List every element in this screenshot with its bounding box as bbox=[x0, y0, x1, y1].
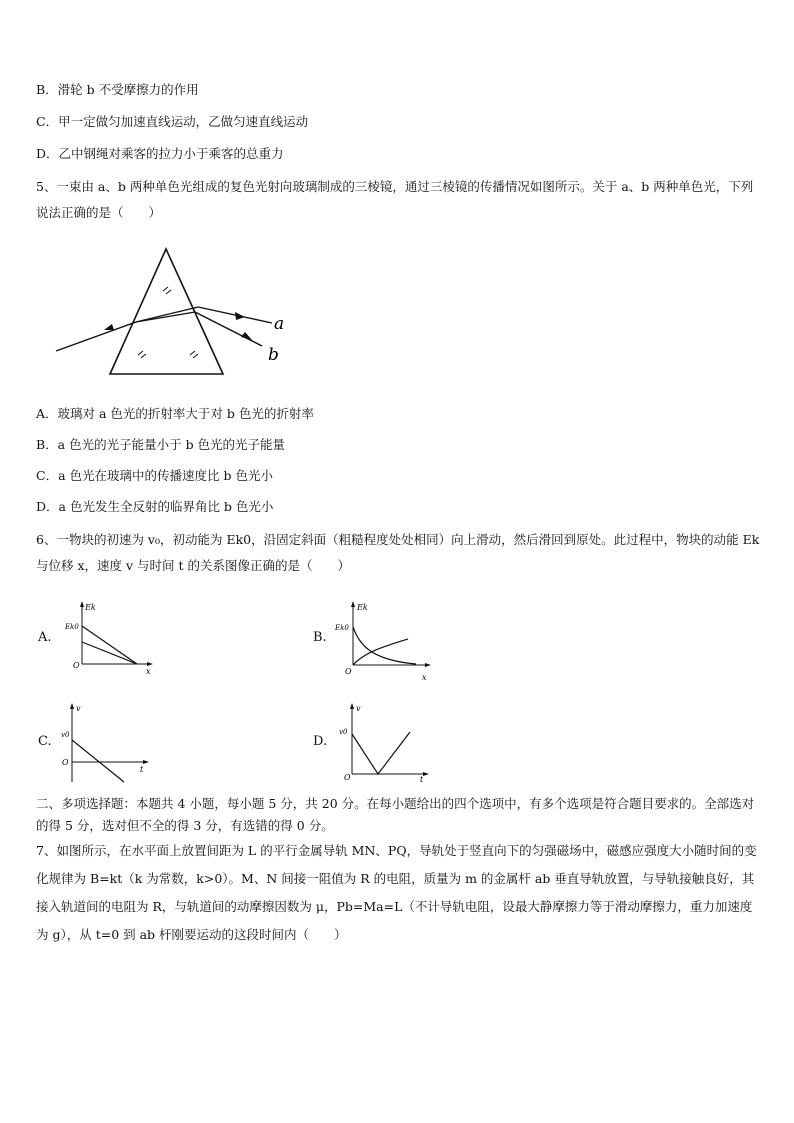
section-multiple-choice: 二、多项选择题：本题共 4 小题，每小题 5 分，共 20 分。在每小题给出的四个选项中，有多个选项是符合题目要求的。全部选对的得 5 分，选对但不全的得 3 分，有选错的得 0 分。 bbox=[36, 796, 755, 833]
graph-a bbox=[60, 598, 160, 680]
graph-d-y0: v0 bbox=[339, 728, 348, 736]
graph-d-label: D. bbox=[313, 734, 328, 749]
incident-ray bbox=[56, 322, 136, 351]
graph-d-xaxis: t bbox=[420, 775, 424, 784]
graph-c-origin: O bbox=[62, 758, 69, 767]
graph-a-yaxis: Ek bbox=[85, 603, 96, 612]
q7-stem: 7、如图所示，在水平面上放置间距为 L 的平行金属导轨 MN、PQ，导轨处于竖直向下的匀强磁场中，磁感应强度大小随时间的变化规律为 B=kt（k 为常数，k>0）。M、N 间接一阻值为 R 的电阻，质量为 m 的金属杆 ab 垂直导轨放置，与导轨接触良好，其接入轨道间的电阻为 R，与轨道间的动摩擦因数为 μ，Pb=Ma=L（不计导轨电阻，设最大静摩擦力等于滑动摩擦力，重力加速度为 g），从 t=0 到 ab 杆刚要运动的这段时间内（ ） bbox=[36, 843, 757, 942]
graph-b bbox=[330, 598, 440, 682]
graph-b-yaxis: Ek bbox=[357, 603, 368, 612]
ray-b bbox=[195, 312, 262, 346]
prism-figure bbox=[50, 244, 300, 380]
label-b: b bbox=[268, 345, 279, 365]
graph-d bbox=[334, 700, 444, 784]
prism-triangle bbox=[110, 249, 223, 374]
graph-d-velocity-line bbox=[352, 732, 410, 774]
q5-option-a: A．玻璃对 a 色光的折射率大于对 b 色光的折射率 bbox=[36, 406, 314, 421]
graph-b-decay-curve bbox=[353, 627, 416, 664]
q5-option-d: D．a 色光发生全反射的临界角比 b 色光小 bbox=[36, 499, 274, 514]
graph-b-y0: Ek0 bbox=[335, 624, 349, 632]
graph-b-xaxis: x bbox=[422, 673, 427, 682]
graph-c-y0: v0 bbox=[61, 731, 70, 739]
graph-a-xaxis: x bbox=[146, 667, 151, 676]
q5-option-c: C．a 色光在玻璃中的传播速度比 b 色光小 bbox=[36, 468, 273, 483]
label-a: a bbox=[274, 314, 285, 334]
graph-d-origin: O bbox=[344, 773, 351, 782]
graph-c-label: C. bbox=[38, 734, 52, 749]
graph-a-y0: Ek0 bbox=[65, 623, 79, 631]
graph-c-xaxis: t bbox=[140, 765, 144, 774]
graph-b-origin: O bbox=[345, 667, 352, 676]
q5-stem: 5、一束由 a、b 两种单色光组成的复色光射向玻璃制成的三棱镜，通过三棱镜的传播情况如图所示。关于 a、b 两种单色光，下列说法正确的是（ ） bbox=[36, 179, 754, 220]
q6-stem: 6、一物块的初速为 v₀，初动能为 Ek0，沿固定斜面（粗糙程度处处相同）向上滑动，然后滑回到原处。此过程中，物块的动能 Ek 与位移 x，速度 v 与时间 t 的关系图像正确的是（ ） bbox=[36, 532, 760, 573]
q5-option-b: B．a 色光的光子能量小于 b 色光的光子能量 bbox=[36, 437, 286, 452]
option-c-line: C．甲一定做匀加速直线运动，乙做匀速直线运动 bbox=[36, 114, 309, 129]
graph-b-label: B. bbox=[313, 630, 327, 645]
graph-a-label: A. bbox=[38, 630, 52, 645]
graph-d-yaxis: v bbox=[356, 704, 361, 713]
graph-c bbox=[58, 700, 158, 784]
incident-arrow bbox=[104, 324, 114, 330]
graph-a-origin: O bbox=[73, 661, 80, 670]
ray-a bbox=[198, 307, 272, 323]
option-d-line: D．乙中钢绳对乘客的拉力小于乘客的总重力 bbox=[36, 146, 284, 161]
graph-c-velocity-line bbox=[72, 740, 124, 782]
graph-c-yaxis: v bbox=[76, 704, 81, 713]
option-b-line: B．滑轮 b 不受摩擦力的作用 bbox=[36, 82, 199, 97]
